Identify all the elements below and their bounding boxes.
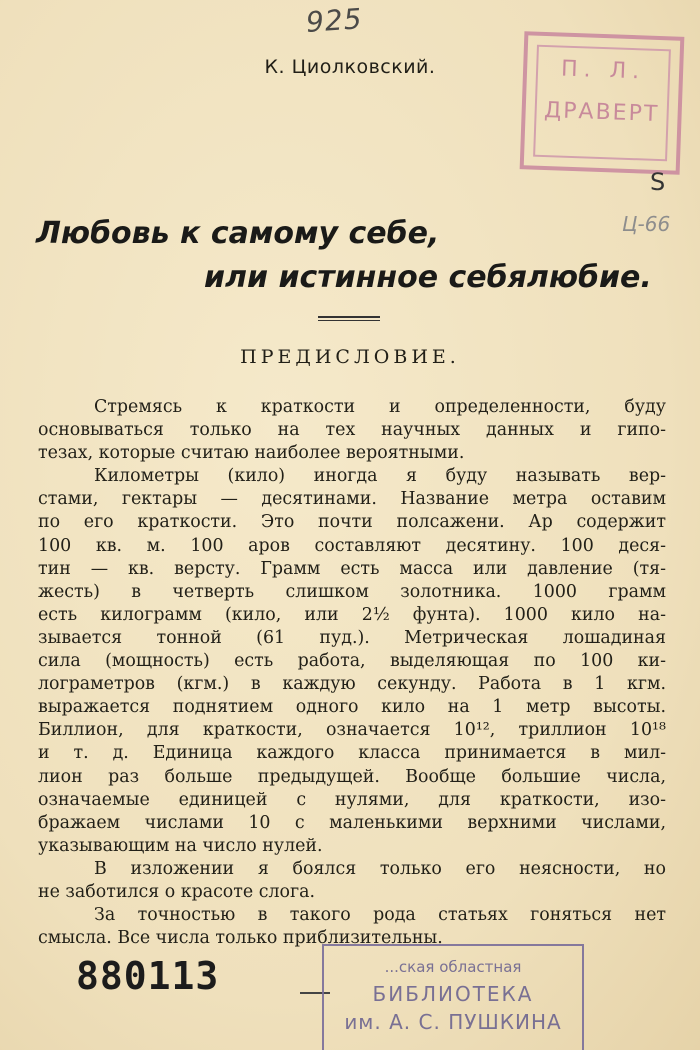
owner-stamp-name: ДРАВЕРТ [543,97,660,127]
section-heading: ПРЕДИСЛОВИЕ. [240,346,460,368]
body-line: стами, гектары — десятинами. Название метра оставим [38,489,666,510]
body-line: Километры (кило) иногда я буду называть вер- [94,466,666,487]
body-line: лограметров (кгм.) в каждую секунду. Работа в 1 кгм. [38,674,666,695]
body-line: не заботился о красоте слога. [38,881,315,902]
body-line: и т. д. Единица каждого класса принимается в мил- [38,743,666,764]
body-text [38,396,666,950]
body-line: лион раз больше предыдущей. Вообще большие числа, [38,766,666,787]
body-line: означаемые единицей с нулями, для краткости, изо- [38,789,666,810]
side-shelf-code: Ц-66 [622,212,671,236]
body-line: За точностью в такого рода статьях гоняться нет [94,905,666,926]
owner-stamp [520,31,685,174]
body-line: сила (мощность) есть работа, выделяющая по 100 ки- [38,651,666,672]
body-line: Биллион, для краткости, означается 10¹², триллион 10¹⁸ [38,720,666,741]
inventory-number: 880113 [76,954,220,998]
author-name: К. Циолковский. [264,56,436,78]
title-divider [318,316,380,321]
handwritten-number: 925 [304,2,364,39]
side-mark: S [650,168,666,196]
title-line-2: или истинное себялюбие. [204,260,652,295]
body-line: есть килограмм (кило, или 2½ фунта). 1000 кило на- [38,604,666,625]
body-line: зывается тонной (61 пуд.). Метрическая лошадиная [38,627,666,648]
library-stamp-line-2: БИБЛИОТЕКА [372,982,534,1006]
library-stamp [322,944,584,1050]
body-line: основываться только на тех научных данных и гипо- [38,420,666,441]
body-line: В изложении я боялся только его неясности, но [94,858,666,879]
body-line: по его краткости. Это почти полсажени. Ар содержит [38,512,666,533]
body-line: жесть) в четверть слишком золотника. 1000 грамм [38,581,666,602]
body-line: указывающим на число нулей. [38,835,323,856]
title-line-1: Любовь к самому себе, [36,216,440,251]
body-line: тин — кв. версту. Грамм есть масса или давление (тя- [38,558,666,579]
body-line: 100 кв. м. 100 аров составляют десятину. 100 деся- [38,535,666,556]
body-line: бражаем числами 10 с маленькими верхними числами, [38,812,666,833]
body-line: выражается поднятием одного кило на 1 метр высоты. [38,697,666,718]
body-line: Стремясь к краткости и определенности, буду [94,397,666,417]
body-line: тезах, которые считаю наиболее вероятными. [38,443,465,464]
library-stamp-line-1: ...ская областная [384,958,522,976]
library-stamp-line-3: им. А. С. ПУШКИНА [344,1010,562,1034]
owner-stamp-initials: П. Л. [560,56,646,85]
body-line: смысла. Все числа только приблизительны. [38,928,443,949]
